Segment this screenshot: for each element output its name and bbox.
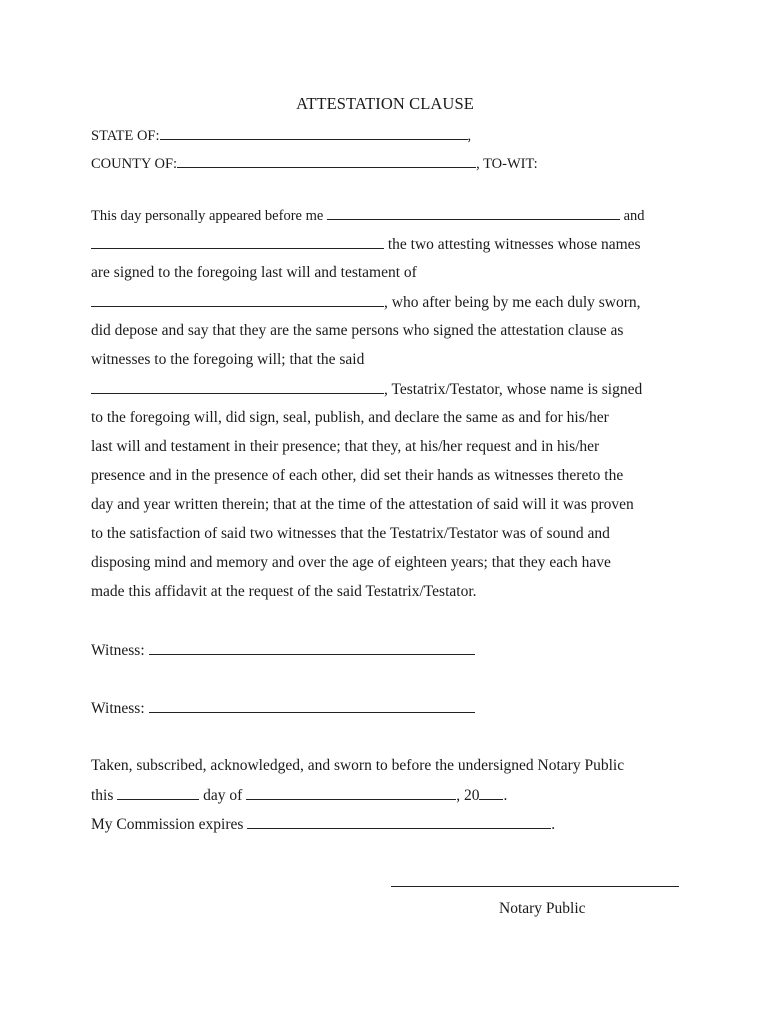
testator-name-field[interactable] [91, 292, 384, 307]
body-line-11: day and year written therein; that at the time of the attestation of said will it was proven [91, 496, 634, 513]
to-wit-label: , TO-WIT: [476, 156, 538, 172]
body-line-13: disposing mind and memory and over the age of eighteen years; that they each have [91, 554, 611, 571]
body-line-14: made this affidavit at the request of the said Testatrix/Testator. [91, 583, 477, 600]
body-line-9: last will and testament in their presence; that they, at his/her request and in his/her [91, 438, 600, 455]
year-field[interactable] [479, 785, 503, 800]
county-row [91, 153, 538, 174]
notary-public-label: Notary Public [499, 900, 586, 917]
commission-label: My Commission expires [91, 816, 244, 833]
second-appearer-field[interactable] [91, 234, 384, 249]
body-line-2: the two attesting witnesses whose names [91, 234, 641, 255]
body-line-1: This day personally appeared before me and [91, 205, 645, 226]
witness-2-label: Witness: [91, 700, 145, 717]
witness-1-label: Witness: [91, 642, 145, 659]
document-title: ATTESTATION CLAUSE [296, 94, 474, 113]
witness-2-row [91, 698, 475, 719]
witness-1-row [91, 640, 475, 661]
day-field[interactable] [117, 785, 199, 800]
body-line-8: to the foregoing will, did sign, seal, publish, and declare the same as and for his/her [91, 409, 609, 426]
state-label: STATE OF: [91, 128, 160, 144]
appearer-field[interactable] [327, 205, 620, 220]
notary-line-1: Taken, subscribed, acknowledged, and sworn to before the undersigned Notary Public [91, 757, 625, 774]
body-line-4: , who after being by me each duly sworn, [91, 292, 641, 313]
county-label: COUNTY OF: [91, 156, 178, 172]
body-line-12: to the satisfaction of said two witnesses that the Testatrix/Testator was of sound and [91, 525, 610, 542]
state-row: STATE OF: , [91, 125, 471, 146]
body-line-6: witnesses to the foregoing will; that the said [91, 351, 365, 368]
body-line-10: presence and in the presence of each other, did set their hands as witnesses thereto the [91, 467, 624, 484]
state-field[interactable] [160, 125, 468, 140]
body-line-7: , Testatrix/Testator, whose name is signed [91, 379, 642, 400]
witness-2-signature-field[interactable] [149, 698, 475, 713]
witness-1-signature-field[interactable] [149, 640, 475, 655]
county-field[interactable] [177, 153, 476, 168]
body-line-3: are signed to the foregoing last will and testament of [91, 264, 417, 281]
month-field[interactable] [246, 785, 456, 800]
commission-row: My Commission expires . [91, 816, 556, 833]
commission-expiry-field[interactable] [247, 814, 551, 829]
notary-signature-line[interactable] [391, 886, 679, 887]
body-line-5: did depose and say that they are the same persons who signed the attestation clause as [91, 322, 624, 339]
notary-date-row: this day of , 20 . [91, 787, 508, 804]
testator-field[interactable] [91, 379, 384, 394]
